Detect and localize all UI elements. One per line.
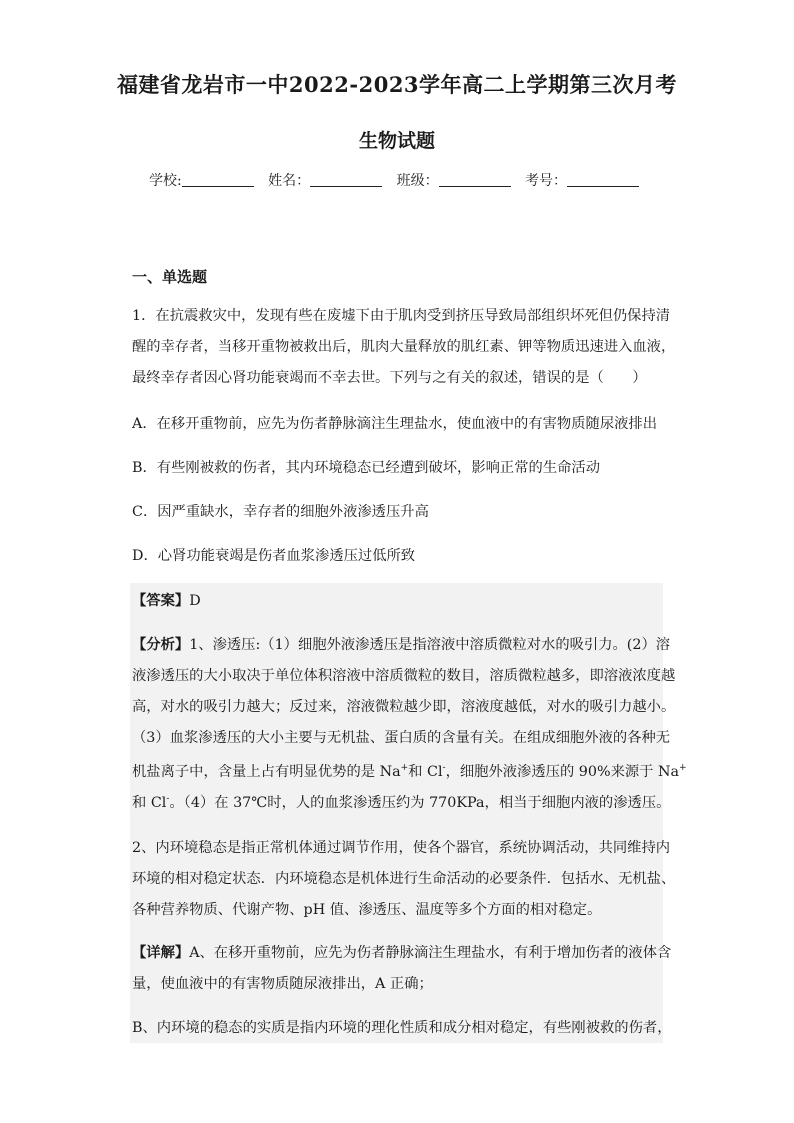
analysis-line-1 [132, 634, 671, 654]
detail-line-1 [132, 942, 672, 962]
option-c: C．因严重缺水，幸存者的细胞外液渗透压升高 [132, 504, 429, 520]
analysis-text-1: 1、渗透压:（1）细胞外液渗透压是指溶液中溶质微粒对水的吸引力。(2）溶 [189, 637, 671, 653]
option-a: A．在移开重物前，应先为伤者静脉滴注生理盐水，使血液中的有害物质随尿液排出 [132, 416, 658, 432]
analysis-text-5a: 机盐离子中，含量上占有明显优势的是 Na [132, 764, 401, 780]
analysis-text-5b: 和 Cl [408, 764, 443, 780]
analysis-point2-line-1: 2、内环境稳态是指正常机体通过调节作用，使各个器官，系统协调活动，共同维持内 [132, 840, 671, 856]
question-line-3: 最终幸存者因心肾功能衰竭而不幸去世。下列与之有关的叙述，错误的是（ ） [132, 370, 647, 386]
detail-text-1: A、在移开重物前，应先为伤者静脉滴注生理盐水，有利于增加伤者的液体含 [189, 945, 672, 961]
school-blank[interactable] [182, 172, 254, 187]
student-info-row [0, 170, 794, 190]
answer-label: 【答案】 [132, 593, 190, 609]
class-label: 班级： [396, 173, 439, 189]
page-title: 福建省龙岩市一中2022-2023学年高二上学期第三次月考 [116, 72, 678, 97]
cl-minus-sup-2: - [166, 794, 170, 804]
option-d: D．心肾功能衰竭是伤者血浆渗透压过低所致 [132, 548, 416, 564]
class-blank[interactable] [439, 172, 511, 187]
name-label: 姓名： [268, 173, 311, 189]
analysis-line-5 [132, 761, 687, 781]
school-label: 学校: [148, 173, 182, 189]
exam-no-blank[interactable] [567, 172, 639, 187]
na-plus-sup: + [400, 763, 409, 773]
question-line-2: 醒的幸存者，当移开重物被救出后，肌肉大量释放的肌红素、钾等物质迅速进入血液， [132, 339, 676, 355]
detail-line-2: 量，使血液中的有害物质随尿液排出，A 正确； [132, 976, 433, 992]
analysis-text-5c: ，细胞外液渗透压的 90%来源于 Na [445, 764, 680, 780]
analysis-line-2: 液渗透压的大小取决于单位体积溶液中溶质微粒的数目，溶质微粒越多，即溶液浓度越 [132, 668, 676, 684]
analysis-line-4: （3）血浆渗透压的大小主要与无机盐、蛋白质的含量有关。在组成细胞外液的各种无 [132, 730, 671, 746]
analysis-text-6: 。（4）在 37℃时，人的血浆渗透压约为 770KPa，相当于细胞内液的渗透压。 [169, 795, 671, 811]
option-b: B．有些刚被救的伤者，其内环境稳态已经遭到破坏，影响正常的生命活动 [132, 460, 601, 476]
detail-line-3: B、内环境的稳态的实质是指内环境的理化性质和成分相对稳定，有些刚被救的伤者， [132, 1020, 672, 1036]
question-line-1: 1．在抗震救灾中，发现有些在废墟下由于肌肉受到挤压导致局部组织坏死但仍保持清 [132, 308, 671, 324]
exam-no-field [525, 170, 645, 190]
analysis-point2-line-3: 各种营养物质、代谢产物、pH 值、渗透压、温度等多个方面的相对稳定。 [132, 902, 602, 918]
answer-value: D [189, 593, 201, 609]
analysis-label: 【分析】 [132, 637, 190, 653]
analysis-line-3: 高，对水的吸引力越大；反过来，溶液微粒越少即，溶液度越低，对水的吸引力越小。 [132, 699, 676, 715]
exam-no-label: 考号： [525, 173, 568, 189]
name-blank[interactable] [310, 172, 382, 187]
section-title: 一、单选题 [132, 268, 208, 286]
cl-minus-sup: - [442, 763, 446, 773]
detail-label: 【详解】 [132, 945, 190, 961]
class-field [397, 170, 517, 190]
na-plus-sup-2: + [679, 763, 687, 773]
answer-line [132, 590, 664, 610]
analysis-point2-line-2: 环境的相对稳定状态．内环境稳态是机体进行生命活动的必要条件．包括水、无机盐、 [132, 871, 676, 887]
name-field [268, 170, 388, 190]
school-field [149, 170, 260, 190]
analysis-line-6: 和 Cl-。（4）在 37℃时，人的血浆渗透压约为 770KPa，相当于细胞内液的渗透压。 [132, 794, 671, 811]
page-subtitle: 生物试题 [358, 130, 435, 152]
